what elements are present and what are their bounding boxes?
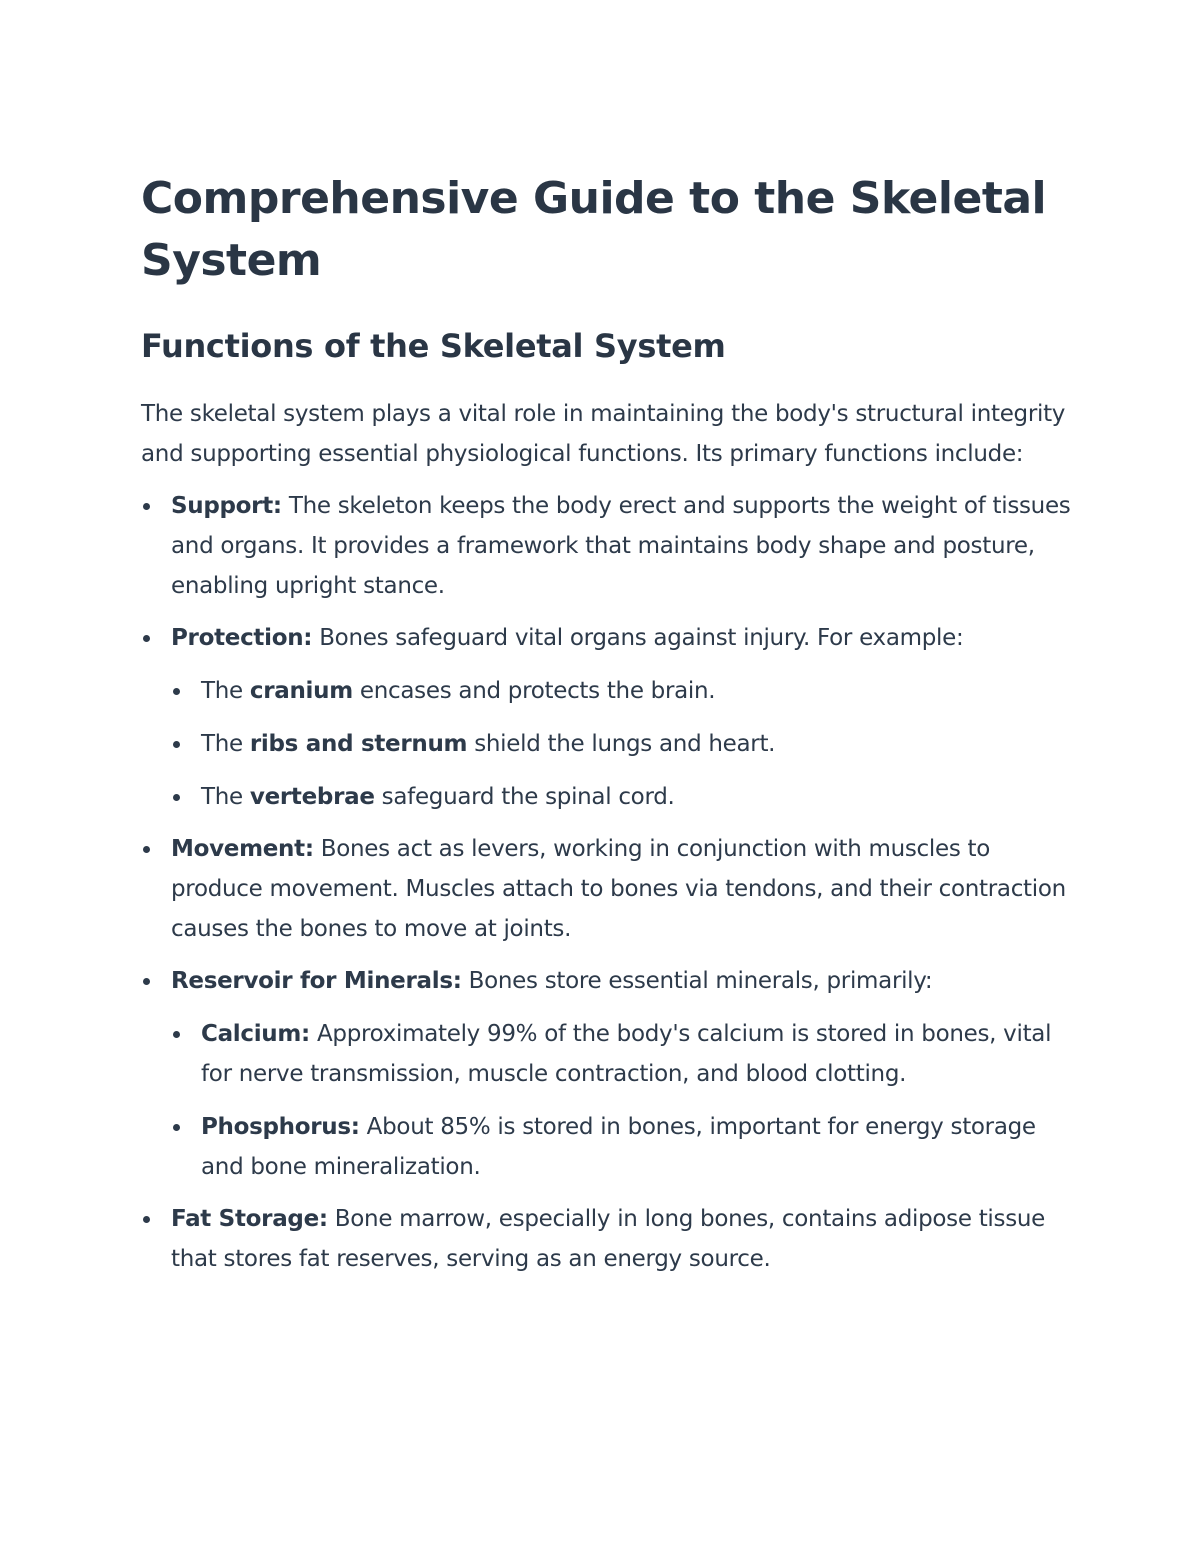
item-text: The skeleton keeps the body erect and supports the weight of tissues and organs. It provides a framework that maintains body shape and posture, enabling upright stance. — [171, 493, 1071, 599]
sub-list-item — [171, 671, 1071, 711]
list-item-fat-storage — [141, 1199, 1071, 1279]
item-text: Bones safeguard vital organs against injury. For example: — [312, 625, 964, 651]
sub-list-item — [171, 1014, 1071, 1094]
term-label: Protection: — [171, 625, 313, 651]
sub-list-item — [171, 1107, 1071, 1187]
term-label: Support: — [171, 493, 282, 519]
term-label: Fat Storage: — [171, 1206, 328, 1232]
intro-paragraph: The skeletal system plays a vital role in maintaining the body's structural integrity and supporting essential physiological functions. Its primary functions include: — [141, 401, 1066, 467]
item-text: Bone marrow, especially in long bones, contains adipose tissue that stores fat reserves, serving as an energy source. — [171, 1206, 1046, 1272]
item-text: Bones act as levers, working in conjunction with muscles to produce movement. Muscles attach to bones via tendons, and their contraction causes the bones to move at joints. — [171, 836, 1066, 942]
list-item-support — [141, 486, 1071, 606]
minerals-sub-list — [171, 1014, 1071, 1187]
sub-item-post: shield the lungs and heart. — [467, 731, 776, 757]
list-item-protection — [141, 618, 1071, 817]
sub-list-item — [171, 777, 1071, 817]
list-item-minerals — [141, 961, 1071, 1187]
sub-item-term: ribs and sternum — [249, 731, 468, 757]
sub-item-term: Calcium: — [201, 1021, 310, 1047]
sub-item-post: encases and protects the brain. — [352, 678, 716, 704]
list-item-movement — [141, 829, 1071, 949]
item-text: Bones store essential minerals, primarily: — [461, 968, 933, 994]
section-title: Functions of the Skeletal System — [141, 327, 726, 365]
document-page — [141, 168, 1071, 1279]
sub-item-pre: The — [201, 731, 250, 757]
sub-item-post: safeguard the spinal cord. — [374, 784, 675, 810]
sub-item-post: Approximately 99% of the body's calcium is stored in bones, vital for nerve transmission, muscle contraction, and blood clotting. — [201, 1021, 1052, 1087]
sub-item-pre: The — [201, 678, 250, 704]
sub-item-post: About 85% is stored in bones, important for energy storage and bone mineralization. — [201, 1114, 1036, 1180]
sub-item-term: vertebrae — [249, 784, 375, 810]
sub-list-item — [171, 724, 1071, 764]
sub-item-pre: The — [201, 784, 250, 810]
functions-list — [141, 486, 1071, 1279]
sub-item-term: cranium — [249, 678, 353, 704]
protection-sub-list — [171, 671, 1071, 817]
term-label: Reservoir for Minerals: — [171, 968, 462, 994]
sub-item-term: Phosphorus: — [201, 1114, 360, 1140]
document-title: Comprehensive Guide to the Skeletal System — [141, 173, 1047, 286]
term-label: Movement: — [171, 836, 314, 862]
